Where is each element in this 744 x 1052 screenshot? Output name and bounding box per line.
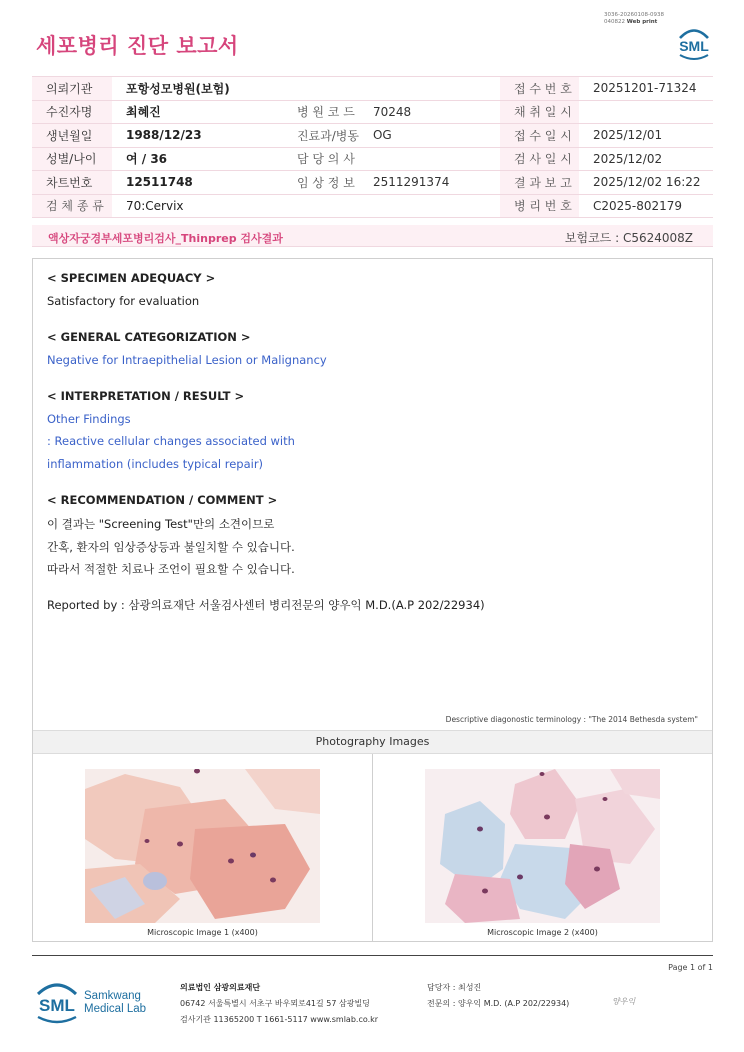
- value-doctor: [359, 147, 500, 171]
- info-row: [32, 147, 713, 171]
- interpretation-line: Other Findings: [47, 412, 131, 426]
- label-pathology-no: 병 리 번 호: [500, 194, 579, 218]
- value-department: OG: [359, 124, 500, 148]
- microscopic-image-1: [85, 769, 320, 923]
- interpretation-line: : Reactive cellular changes associated with: [47, 434, 295, 448]
- specialist: 전문의 : 양우익 M.D. (A.P 202/22934): [427, 999, 570, 1008]
- insurance-code: 보험코드 : C5624008Z: [564, 231, 693, 245]
- organization-name: 의료법인 삼광의료재단: [180, 983, 261, 992]
- footer-separator: [32, 955, 713, 956]
- label-sex-age: 성별/나이: [32, 147, 112, 171]
- value-receipt-time: 2025/12/01: [579, 124, 713, 148]
- label-birth-date: 생년월일: [32, 124, 112, 148]
- recommendation-line: 간혹, 환자의 임상증상등과 불일치할 수 있습니다.: [47, 540, 295, 554]
- value-sex-age: 여 / 36: [112, 147, 282, 171]
- label-patient-name: 수진자명: [32, 100, 112, 124]
- value-hospital-code: 70248: [359, 100, 500, 124]
- organization-address: 06742 서울특별시 서초구 바우뫼로41길 57 삼광빌딩: [180, 999, 370, 1008]
- microscopic-image-2: [425, 769, 660, 923]
- lab-brand-name: Samkwang Medical Lab: [84, 990, 147, 1015]
- sml-logo-icon: [675, 24, 713, 62]
- label-department: 진료과/병동: [282, 124, 359, 148]
- organization-info: [180, 980, 378, 1028]
- organization-contact: 검사기관 11365200 T 1661-5117 www.smlab.co.kr: [180, 1015, 379, 1024]
- page-number: Page 1 of 1: [668, 963, 713, 972]
- svg-text:SML: SML: [679, 38, 709, 54]
- page-title: 세포병리 진단 보고서: [36, 34, 239, 58]
- test-name: 액상자궁경부세포병리검사_Thinprep 검사결과: [48, 232, 283, 245]
- recommendation-line: 이 결과는 "Screening Test"만의 소견이므로: [47, 517, 275, 531]
- value-result-report: 2025/12/02 16:22: [579, 171, 713, 195]
- general-categorization-heading: < GENERAL CATEGORIZATION >: [47, 330, 251, 344]
- label-doctor: 담 당 의 사: [282, 147, 359, 171]
- interpretation-line: inflammation (includes typical repair): [47, 457, 264, 471]
- bethesda-note: Descriptive diagonostic terminology : "The 2014 Bethesda system": [445, 715, 698, 724]
- specimen-adequacy-text: Satisfactory for evaluation: [47, 294, 200, 308]
- sml-logo-icon: [34, 978, 80, 1026]
- label-result-report: 결 과 보 고: [500, 171, 579, 195]
- value-collection-time: [579, 100, 713, 124]
- value-specimen-type: 70:Cervix: [112, 194, 282, 218]
- label-receipt-no: 접 수 번 호: [500, 77, 579, 101]
- image-2-caption: Microscopic Image 2 (x400): [487, 928, 598, 937]
- label-hospital-code: 병 원 코 드: [282, 100, 359, 124]
- reported-by: Reported by : 삼광의료재단 서울검사센터 병리전문의 양우익 M.D.(A.P 202/22934): [47, 598, 485, 612]
- specimen-adequacy-heading: < SPECIMEN ADEQUACY >: [47, 271, 216, 285]
- info-row: [32, 77, 713, 101]
- value-clinical-info: 2511291374: [359, 171, 500, 195]
- handler: 담당자 : 최성진: [427, 983, 482, 992]
- interpretation-heading: < INTERPRETATION / RESULT >: [47, 389, 245, 403]
- signature: 양우익: [612, 997, 636, 1006]
- label-requester: 의뢰기관: [32, 77, 112, 101]
- label-test-time: 검 사 일 시: [500, 147, 579, 171]
- photo-divider: [372, 754, 373, 942]
- info-row: [32, 194, 713, 218]
- patient-info-table: [32, 76, 713, 218]
- info-row: [32, 171, 713, 195]
- label-chart-no: 차트번호: [32, 171, 112, 195]
- result-box: [32, 258, 713, 942]
- label-receipt-time: 접 수 일 시: [500, 124, 579, 148]
- info-row: [32, 124, 713, 148]
- label-clinical-info: 임 상 정 보: [282, 171, 359, 195]
- value-birth-date: 1988/12/23: [112, 124, 282, 148]
- value-pathology-no: C2025-802179: [579, 194, 713, 218]
- label-specimen-type: 검 체 종 류: [32, 194, 112, 218]
- photography-images-header: Photography Images: [33, 730, 712, 754]
- value-requester: 포항성모병원(보험): [112, 77, 282, 101]
- image-1-caption: Microscopic Image 1 (x400): [147, 928, 258, 937]
- recommendation-heading: < RECOMMENDATION / COMMENT >: [47, 493, 278, 507]
- value-patient-name: 최혜진: [112, 100, 282, 124]
- general-categorization-text: Negative for Intraepithelial Lesion or Malignancy: [47, 353, 327, 367]
- value-test-time: 2025/12/02: [579, 147, 713, 171]
- svg-text:SML: SML: [39, 996, 75, 1015]
- signers: [427, 980, 569, 1012]
- document-id: 3036-20260108-0938 040822 Web print: [604, 12, 664, 25]
- recommendation-line: 따라서 적절한 치료나 조언이 필요할 수 있습니다.: [47, 562, 295, 576]
- value-chart-no: 12511748: [112, 171, 282, 195]
- value-receipt-no: 20251201-71324: [579, 77, 713, 101]
- label-collection-time: 채 취 일 시: [500, 100, 579, 124]
- test-name-bar: [32, 225, 713, 247]
- info-row: [32, 100, 713, 124]
